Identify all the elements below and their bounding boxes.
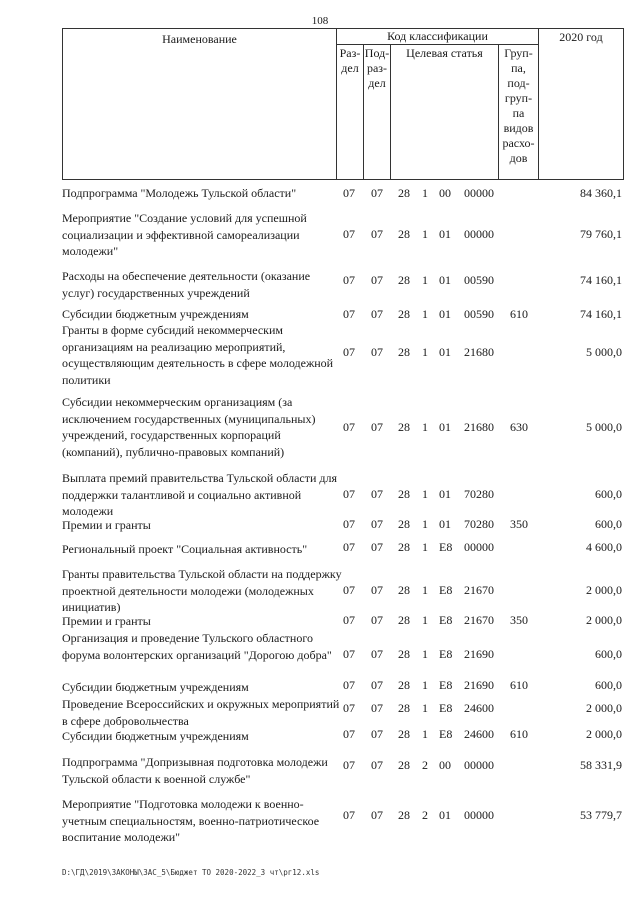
row-target-1: 28: [398, 517, 410, 531]
row-name: Проведение Всероссийских и окружных мероприятий в сфере добровольчества: [62, 697, 340, 728]
row-target-3: 01: [439, 808, 451, 822]
row-name: Выплата премий правительства Тульской области для поддержки талантливой и социально активной молодежи: [62, 471, 338, 518]
row-amount: 79 760,1: [580, 227, 622, 241]
row-target-2: 1: [422, 583, 428, 597]
row-subsection: 07: [371, 227, 383, 241]
row-subsection: 07: [371, 186, 383, 200]
row-target-1: 28: [398, 678, 410, 692]
row-section: 07: [343, 420, 355, 434]
row-subsection: 07: [371, 727, 383, 741]
row-subsection: 07: [371, 540, 383, 554]
row-group: 630: [510, 420, 528, 434]
row-target-3: 01: [439, 273, 451, 287]
header-year: 2020 год: [559, 30, 603, 44]
row-target-3: E8: [439, 727, 453, 741]
row-target-1: 28: [398, 540, 410, 554]
file-path-footer: D:\ГД\2019\ЗАКОНЫ\ЗАС_5\Бюджет ТО 2020-2022_3 чт\рг12.xls: [62, 868, 320, 877]
row-target-3: 01: [439, 487, 451, 501]
row-target-2: 1: [422, 420, 428, 434]
row-name: Подпрограмма "Допризывная подготовка молодежи Тульской области к военной службе": [62, 755, 328, 786]
row-target-4: 00590: [464, 273, 494, 287]
row-target-4: 00000: [464, 758, 494, 772]
row-target-2: 1: [422, 701, 428, 715]
row-target-3: 01: [439, 227, 451, 241]
row-target-1: 28: [398, 273, 410, 287]
row-name: Субсидии бюджетным учреждениям: [62, 729, 249, 743]
row-target-2: 1: [422, 227, 428, 241]
row-subsection: 07: [371, 701, 383, 715]
header-group: Груп- па, под- груп- па видов расхо- дов: [502, 46, 535, 165]
row-target-3: 01: [439, 517, 451, 531]
row-section: 07: [343, 808, 355, 822]
row-target-1: 28: [398, 808, 410, 822]
header-target-cell: [390, 44, 499, 180]
row-amount: 4 600,0: [586, 540, 622, 554]
row-name: Премии и гранты: [62, 518, 151, 532]
row-target-3: E8: [439, 613, 453, 627]
row-target-1: 28: [398, 307, 410, 321]
row-target-2: 1: [422, 727, 428, 741]
row-subsection: 07: [371, 758, 383, 772]
row-target-3: E8: [439, 583, 453, 597]
header-group-cell: [498, 44, 539, 180]
header-section: Раз- дел: [339, 46, 361, 75]
row-target-4: 21680: [464, 420, 494, 434]
row-target-3: E8: [439, 647, 453, 661]
row-amount: 74 160,1: [580, 273, 622, 287]
header-subsection: Под- раз- дел: [364, 46, 390, 90]
row-target-4: 00000: [464, 227, 494, 241]
row-amount: 2 000,0: [586, 613, 622, 627]
header-code-cell: [336, 28, 539, 45]
page-number: 108: [311, 15, 329, 27]
row-section: 07: [343, 727, 355, 741]
row-target-1: 28: [398, 345, 410, 359]
row-amount: 600,0: [595, 517, 622, 531]
row-target-4: 70280: [464, 517, 494, 531]
row-subsection: 07: [371, 420, 383, 434]
row-target-1: 28: [398, 583, 410, 597]
row-group: 610: [510, 678, 528, 692]
row-target-3: 01: [439, 307, 451, 321]
row-subsection: 07: [371, 583, 383, 597]
row-amount: 2 000,0: [586, 727, 622, 741]
row-section: 07: [343, 678, 355, 692]
row-amount: 600,0: [595, 487, 622, 501]
row-name: Субсидии бюджетным учреждениям: [62, 680, 249, 694]
row-group: 610: [510, 307, 528, 321]
row-section: 07: [343, 345, 355, 359]
row-amount: 600,0: [595, 647, 622, 661]
row-section: 07: [343, 647, 355, 661]
header-target: Целевая статья: [406, 46, 483, 60]
row-target-4: 21670: [464, 583, 494, 597]
row-name: Гранты в форме субсидий некоммерческим организациям на реализацию мероприятий, осуществляющим деятельность в сфере молодежной политики: [62, 323, 334, 387]
row-name: Премии и гранты: [62, 614, 151, 628]
row-target-4: 00000: [464, 808, 494, 822]
row-section: 07: [343, 273, 355, 287]
row-group: 350: [510, 517, 528, 531]
row-target-3: E8: [439, 678, 453, 692]
header-year-cell: [538, 28, 624, 180]
row-amount: 2 000,0: [586, 583, 622, 597]
row-section: 07: [343, 517, 355, 531]
row-subsection: 07: [371, 345, 383, 359]
row-name: Субсидии некоммерческим организациям (за исключением государственных (муниципальных) учреждений, государственных корпораций (компаний), публично-правовых компаний): [62, 395, 316, 459]
row-section: 07: [343, 583, 355, 597]
row-section: 07: [343, 758, 355, 772]
row-target-3: 00: [439, 758, 451, 772]
row-name: Организация и проведение Тульского областного форума волонтерских организаций "Дорогою добра": [62, 631, 332, 662]
row-section: 07: [343, 613, 355, 627]
row-name: Региональный проект "Социальная активность": [62, 542, 308, 556]
row-target-1: 28: [398, 727, 410, 741]
row-amount: 5 000,0: [586, 420, 622, 434]
row-amount: 74 160,1: [580, 307, 622, 321]
header-name: Наименование: [162, 32, 237, 46]
row-target-1: 28: [398, 186, 410, 200]
header-name-cell: [62, 28, 337, 180]
row-target-2: 1: [422, 345, 428, 359]
row-section: 07: [343, 186, 355, 200]
row-target-4: 00000: [464, 186, 494, 200]
row-target-4: 00590: [464, 307, 494, 321]
row-name: Расходы на обеспечение деятельности (оказание услуг) государственных учреждений: [62, 269, 311, 300]
row-target-3: 01: [439, 345, 451, 359]
row-amount: 53 779,7: [580, 808, 622, 822]
row-target-2: 1: [422, 487, 428, 501]
row-target-2: 1: [422, 613, 428, 627]
row-target-2: 1: [422, 517, 428, 531]
header-code: Код классификации: [387, 29, 488, 43]
header-section-cell: [336, 44, 364, 180]
row-target-4: 21690: [464, 678, 494, 692]
row-name: Субсидии бюджетным учреждениям: [62, 307, 249, 321]
row-section: 07: [343, 540, 355, 554]
row-target-2: 1: [422, 647, 428, 661]
row-target-3: E8: [439, 701, 453, 715]
row-target-2: 2: [422, 758, 428, 772]
row-section: 07: [343, 487, 355, 501]
row-section: 07: [343, 307, 355, 321]
row-target-4: 21670: [464, 613, 494, 627]
row-group: 350: [510, 613, 528, 627]
row-target-1: 28: [398, 613, 410, 627]
row-target-1: 28: [398, 227, 410, 241]
row-amount: 84 360,1: [580, 186, 622, 200]
row-target-4: 70280: [464, 487, 494, 501]
row-target-4: 21680: [464, 345, 494, 359]
row-target-1: 28: [398, 420, 410, 434]
row-target-1: 28: [398, 647, 410, 661]
row-target-2: 1: [422, 678, 428, 692]
header-subsection-cell: [363, 44, 391, 180]
row-target-1: 28: [398, 758, 410, 772]
row-amount: 2 000,0: [586, 701, 622, 715]
row-subsection: 07: [371, 517, 383, 531]
row-target-1: 28: [398, 701, 410, 715]
row-subsection: 07: [371, 307, 383, 321]
row-amount: 58 331,9: [580, 758, 622, 772]
row-section: 07: [343, 701, 355, 715]
row-target-2: 1: [422, 307, 428, 321]
row-name: Подпрограмма "Молодежь Тульской области": [62, 186, 297, 200]
row-target-3: E8: [439, 540, 453, 554]
row-group: 610: [510, 727, 528, 741]
row-target-4: 24600: [464, 727, 494, 741]
row-subsection: 07: [371, 808, 383, 822]
row-target-3: 00: [439, 186, 451, 200]
row-target-2: 1: [422, 186, 428, 200]
row-target-2: 2: [422, 808, 428, 822]
row-name: Гранты правительства Тульской области на поддержку проектной деятельности молодежи (молодежных инициатив): [62, 567, 342, 614]
row-subsection: 07: [371, 647, 383, 661]
row-name: Мероприятие "Подготовка молодежи к военно-учетным специальностям, военно-патриотическое воспитание молодежи": [62, 797, 320, 844]
row-target-2: 1: [422, 540, 428, 554]
row-amount: 600,0: [595, 678, 622, 692]
row-subsection: 07: [371, 487, 383, 501]
row-target-2: 1: [422, 273, 428, 287]
row-target-4: 24600: [464, 701, 494, 715]
row-target-4: 00000: [464, 540, 494, 554]
row-target-3: 01: [439, 420, 451, 434]
row-name: Мероприятие "Создание условий для успешной социализации и эффективной самореализации молодежи": [62, 211, 307, 258]
row-subsection: 07: [371, 613, 383, 627]
row-amount: 5 000,0: [586, 345, 622, 359]
row-section: 07: [343, 227, 355, 241]
row-target-4: 21690: [464, 647, 494, 661]
row-subsection: 07: [371, 678, 383, 692]
row-target-1: 28: [398, 487, 410, 501]
row-subsection: 07: [371, 273, 383, 287]
